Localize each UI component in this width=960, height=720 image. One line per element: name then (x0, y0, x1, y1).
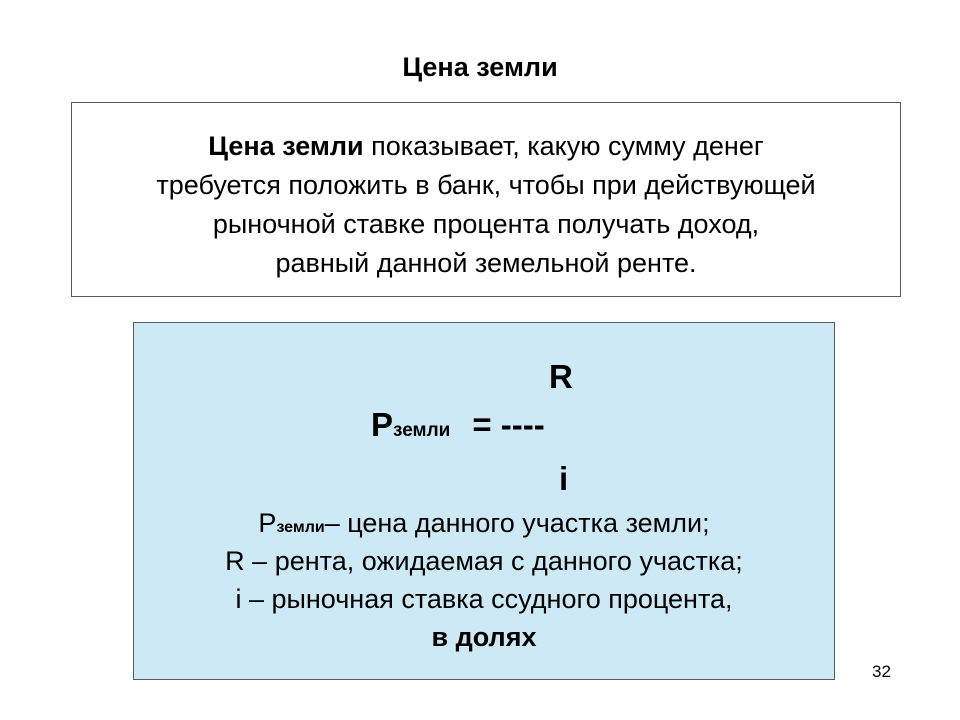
formula-subscript: земли (393, 420, 451, 441)
definition-box (71, 102, 901, 297)
definition-line-3: рыночной ставке процента получать доход, (212, 209, 760, 239)
definition-line-1 (72, 130, 900, 162)
formula-numerator: R (549, 358, 573, 395)
definition-line-4: равный данной земельной ренте. (275, 248, 697, 278)
legend-p-text: – цена данного участка земли; (324, 508, 710, 538)
legend-p-symbol: P (258, 508, 277, 538)
legend-p-subscript: земли (276, 519, 325, 536)
legend-p-line (134, 507, 834, 544)
definition-line-2: требуется положить в банк, чтобы при действующей (156, 170, 816, 200)
definition-text-1: показывает, какую сумму денег (363, 131, 764, 161)
formula-symbol: P (371, 406, 394, 443)
slide-title: Цена земли (402, 52, 558, 82)
formula-denominator: i (559, 460, 569, 497)
page-number: 32 (872, 662, 891, 681)
definition-term: Цена земли (208, 131, 364, 161)
legend-i-units: в долях (431, 622, 537, 652)
legend-r-line: R – рента, ожидаемая с данного участка; (225, 546, 743, 576)
formula-box (133, 322, 835, 680)
formula-main-line (371, 403, 545, 453)
formula-equals: = ---- (472, 406, 545, 443)
legend-i-line: i – рыночная ставка ссудного процента, (235, 584, 733, 614)
